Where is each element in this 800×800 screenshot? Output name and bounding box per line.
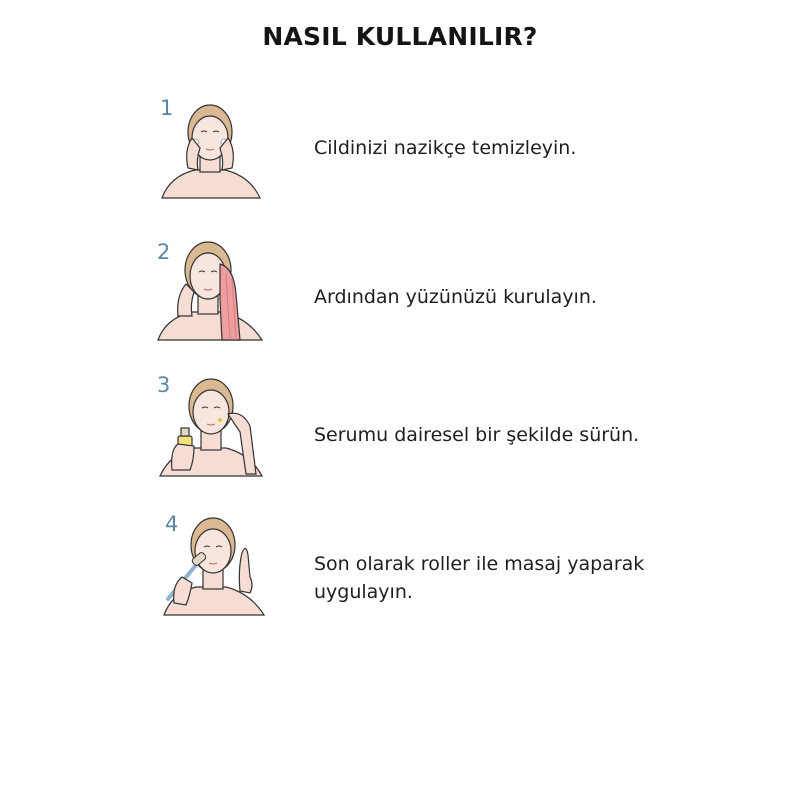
- step-number: 3: [157, 373, 171, 397]
- page-title: NASIL KULLANILIR?: [262, 22, 538, 51]
- step-number: 2: [157, 240, 171, 264]
- step-2: [0, 232, 800, 352]
- step-number: 1: [160, 96, 174, 120]
- step-text: Ardından yüzünüzü kurulayın.: [314, 286, 597, 308]
- face-towel-drying-icon: [150, 234, 270, 344]
- face-washing-icon: [150, 98, 270, 208]
- step-text: Cildinizi nazikçe temizleyin.: [314, 137, 577, 159]
- step-3: [0, 370, 800, 490]
- serum-applying-icon: [150, 374, 270, 484]
- step-text: Son olarak roller ile masaj yaparak uygulayın.: [314, 553, 645, 603]
- step-1: [0, 90, 800, 210]
- step-number: 4: [165, 512, 179, 536]
- face-roller-massage-icon: [150, 513, 270, 623]
- step-text: Serumu dairesel bir şekilde sürün.: [314, 424, 640, 446]
- step-4: [0, 510, 800, 630]
